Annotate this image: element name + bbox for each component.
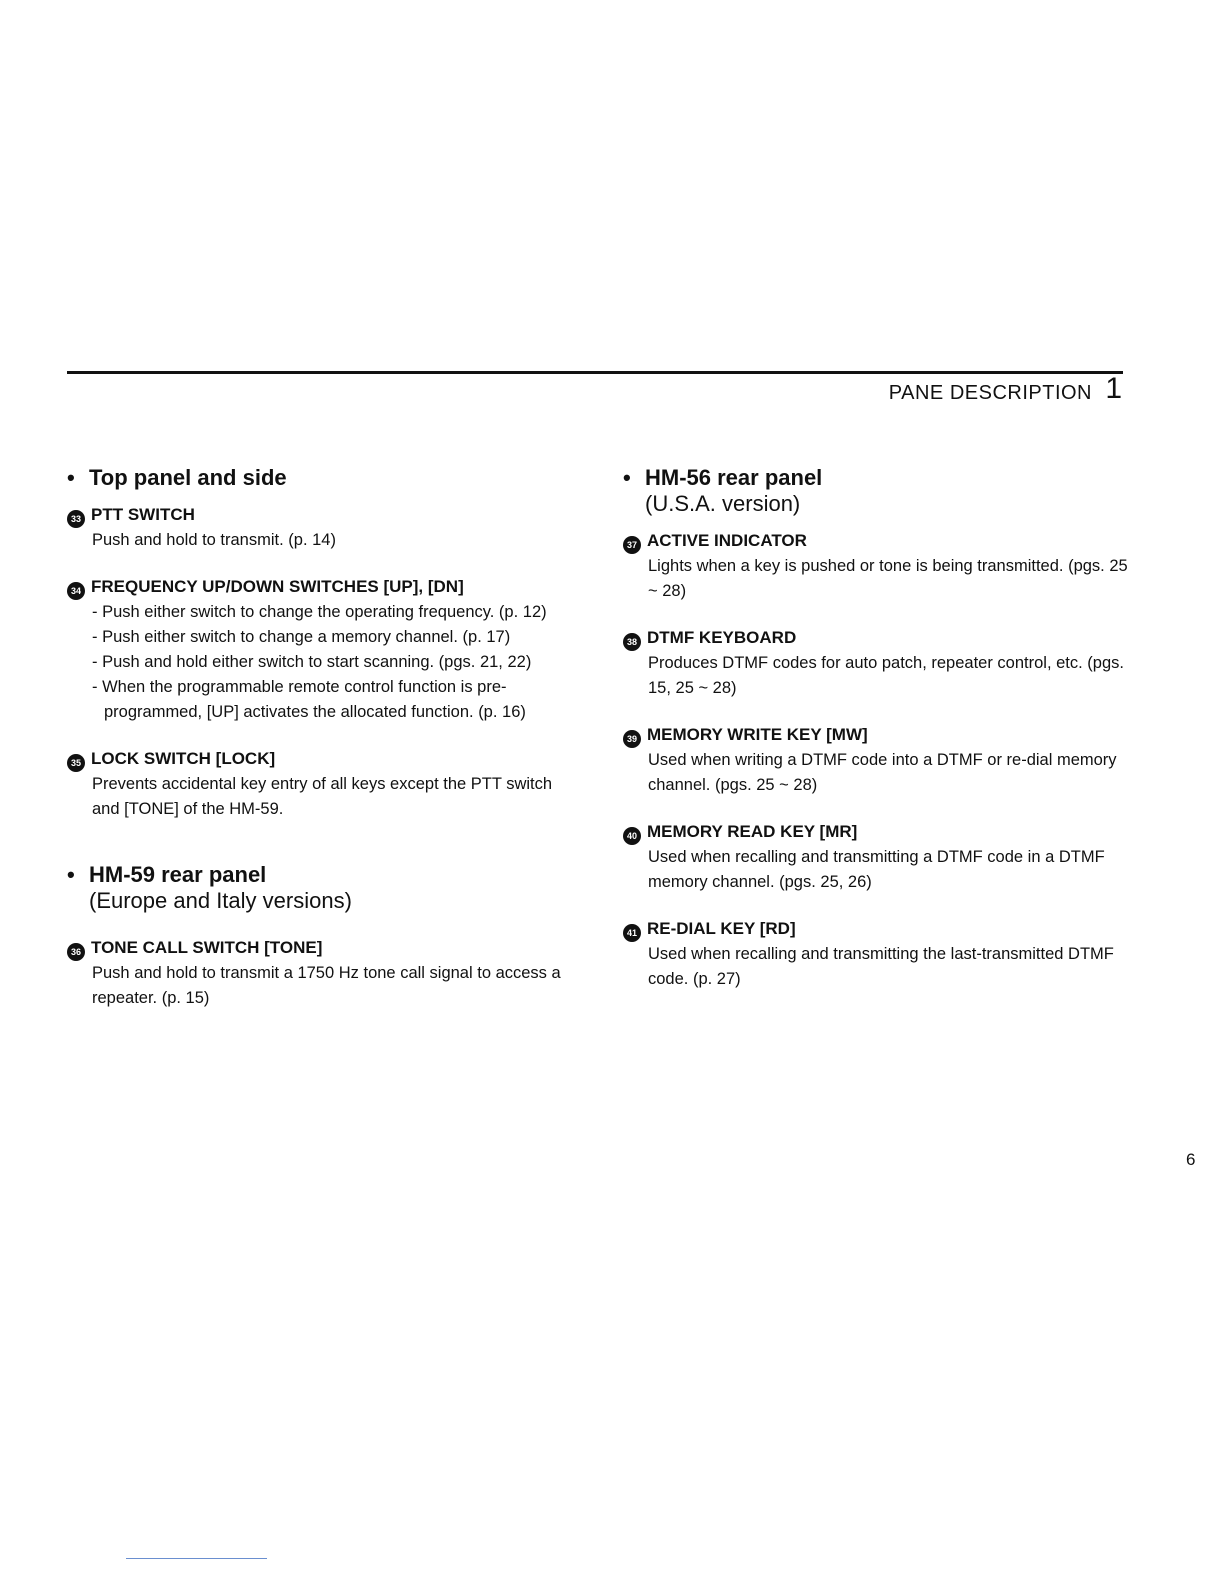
number-41-icon: 41 <box>623 924 641 942</box>
item-body: Produces DTMF codes for auto patch, repeater control, etc. (pgs. 15, 25 ~ 28) <box>648 654 1124 697</box>
section-heading: • HM-56 rear panel <box>623 465 823 490</box>
hm59-section <box>67 862 577 914</box>
list-item: - When the programmable remote control function is pre-programmed, [UP] activates the allocated function. (p. 16) <box>92 678 526 721</box>
item-memory-read-key: 40 MEMORY READ KEY [MR] Used when recalling and transmitting a DTMF code in a DTMF memory channel. (pgs. 25, 26) <box>623 820 1133 895</box>
number-40-icon: 40 <box>623 827 641 845</box>
bullet-list <box>67 600 577 725</box>
list-item: - Push either switch to change the operating frequency. (p. 12) <box>92 603 547 621</box>
footer-divider <box>126 1558 267 1559</box>
item-body: Used when recalling and transmitting a DTMF code in a DTMF memory channel. (pgs. 25, 26) <box>648 848 1105 891</box>
section-heading: • HM-59 rear panel <box>67 862 267 887</box>
number-36-icon: 36 <box>67 943 85 961</box>
list-item: - Push and hold either switch to start scanning. (pgs. 21, 22) <box>92 653 532 671</box>
item-body: Used when recalling and transmitting the last-transmitted DTMF code. (p. 27) <box>648 945 1114 988</box>
item-body: Prevents accidental key entry of all keys except the PTT switch and [TONE] of the HM-59. <box>92 775 553 818</box>
item-tone-call-switch: 36 TONE CALL SWITCH [TONE] Push and hold to transmit a 1750 Hz tone call signal to access a repeater. (p. 15) <box>67 936 577 1011</box>
page-number: 6 <box>1186 1150 1196 1169</box>
item-body: Push and hold to transmit. (p. 14) <box>92 531 336 549</box>
section-subheading: (U.S.A. version) <box>645 491 801 516</box>
number-37-icon: 37 <box>623 536 641 554</box>
section-heading: • Top panel and side <box>67 465 287 490</box>
left-column <box>67 465 577 1011</box>
number-33-icon: 33 <box>67 510 85 528</box>
item-body: Used when writing a DTMF code into a DTMF or re-dial memory channel. (pgs. 25 ~ 28) <box>648 751 1117 794</box>
chapter-number: 1 <box>1105 372 1122 405</box>
bullet-icon: • <box>623 465 631 490</box>
item-lock-switch: 35 LOCK SWITCH [LOCK] Prevents accidental key entry of all keys except the PTT switch and [TONE] of the HM-59. <box>67 747 577 822</box>
bullet-icon: • <box>67 862 75 887</box>
number-38-icon: 38 <box>623 633 641 651</box>
bullet-icon: • <box>67 465 75 490</box>
header-rule <box>67 371 1123 374</box>
right-column <box>623 465 1133 992</box>
number-34-icon: 34 <box>67 582 85 600</box>
header-title: PANE DESCRIPTION <box>888 382 1092 404</box>
item-memory-write-key: 39 MEMORY WRITE KEY [MW] Used when writing a DTMF code into a DTMF or re-dial memory channel. (pgs. 25 ~ 28) <box>623 723 1133 798</box>
section-subheading: (Europe and Italy versions) <box>89 888 352 913</box>
item-dtmf-keyboard: 38 DTMF KEYBOARD Produces DTMF codes for auto patch, repeater control, etc. (pgs. 15, 25 ~ 28) <box>623 626 1133 701</box>
number-35-icon: 35 <box>67 754 85 772</box>
item-frequency-switches: 34 FREQUENCY UP/DOWN SWITCHES [UP], [DN] - Push either switch to change the operating frequency. (p. 12) - Push either switch to change a memory channel. (p. 17) - Push and hold either switch to start scanning. (pgs. 21, 22) - When the programmable remote control function is pre-programmed, [UP] activates the allocated function. (p. 16) <box>67 575 577 725</box>
list-item: - Push either switch to change a memory channel. (p. 17) <box>92 628 511 646</box>
number-39-icon: 39 <box>623 730 641 748</box>
item-body: Lights when a key is pushed or tone is being transmitted. (pgs. 25 ~ 28) <box>648 557 1128 600</box>
item-body: Push and hold to transmit a 1750 Hz tone call signal to access a repeater. (p. 15) <box>92 964 561 1007</box>
item-ptt-switch: 33 PTT SWITCH Push and hold to transmit. (p. 14) <box>67 503 577 553</box>
item-re-dial-key: 41 RE-DIAL KEY [RD] Used when recalling and transmitting the last-transmitted DTMF code. (p. 27) <box>623 917 1133 992</box>
item-active-indicator: 37 ACTIVE INDICATOR Lights when a key is pushed or tone is being transmitted. (pgs. 25 ~ 28) <box>623 529 1133 604</box>
